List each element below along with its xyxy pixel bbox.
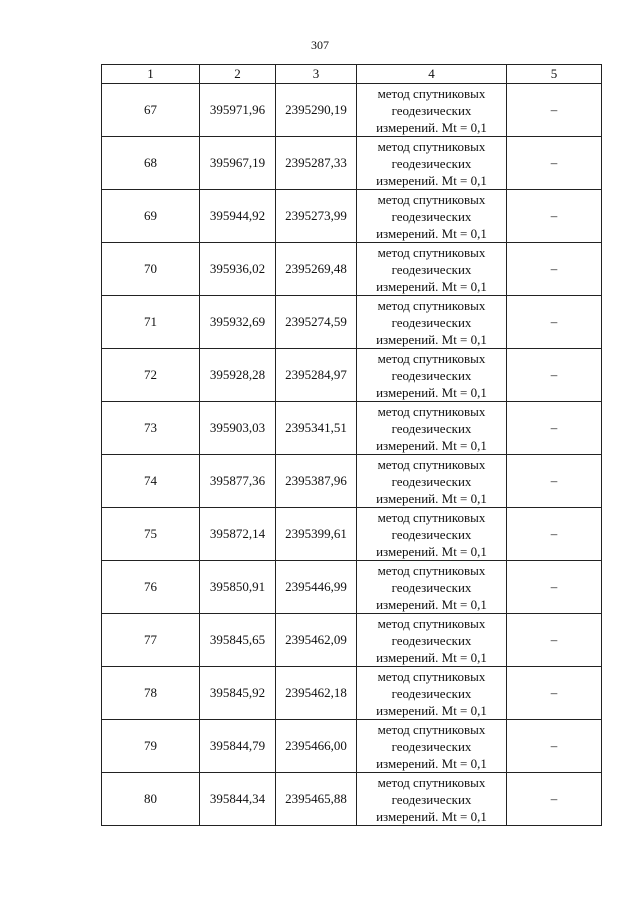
note-dash: –: [507, 508, 602, 561]
coord-x: 395844,79: [200, 720, 276, 773]
page-number: 307: [311, 38, 329, 52]
table-row: [102, 455, 602, 508]
point-number: 72: [102, 349, 200, 402]
method-description: метод спутниковых геодезических измерений. Mt = 0,1: [357, 773, 507, 826]
note-dash: –: [507, 455, 602, 508]
coord-x: 395936,02: [200, 243, 276, 296]
header-col-3: 3: [276, 65, 357, 84]
coord-x: 395967,19: [200, 137, 276, 190]
point-number: 68: [102, 137, 200, 190]
point-number: 74: [102, 455, 200, 508]
coord-y: 2395446,99: [276, 561, 357, 614]
header-col-1: 1: [102, 65, 200, 84]
coord-y: 2395341,51: [276, 402, 357, 455]
note-dash: –: [507, 561, 602, 614]
table-row: [102, 667, 602, 720]
header-col-2: 2: [200, 65, 276, 84]
table-row: [102, 243, 602, 296]
table-row: [102, 561, 602, 614]
point-number: 69: [102, 190, 200, 243]
point-number: 73: [102, 402, 200, 455]
coord-y: 2395290,19: [276, 84, 357, 137]
method-description: метод спутниковых геодезических измерений. Mt = 0,1: [357, 667, 507, 720]
coord-x: 395944,92: [200, 190, 276, 243]
table-body: [102, 84, 602, 826]
method-description: метод спутниковых геодезических измерений. Mt = 0,1: [357, 455, 507, 508]
note-dash: –: [507, 84, 602, 137]
table-row: [102, 190, 602, 243]
point-number: 76: [102, 561, 200, 614]
coord-x: 395844,34: [200, 773, 276, 826]
table-row: [102, 84, 602, 137]
point-number: 75: [102, 508, 200, 561]
note-dash: –: [507, 402, 602, 455]
header-col-5: 5: [507, 65, 602, 84]
coord-y: 2395387,96: [276, 455, 357, 508]
coord-y: 2395466,00: [276, 720, 357, 773]
coordinates-table: [101, 64, 602, 826]
method-description: метод спутниковых геодезических измерений. Mt = 0,1: [357, 137, 507, 190]
coord-y: 2395284,97: [276, 349, 357, 402]
table-row: [102, 349, 602, 402]
coord-y: 2395274,59: [276, 296, 357, 349]
table-row: [102, 137, 602, 190]
table-header-row: [102, 65, 602, 84]
coord-y: 2395462,18: [276, 667, 357, 720]
method-description: метод спутниковых геодезических измерений. Mt = 0,1: [357, 614, 507, 667]
coord-x: 395903,03: [200, 402, 276, 455]
table-row: [102, 296, 602, 349]
coord-y: 2395273,99: [276, 190, 357, 243]
method-description: метод спутниковых геодезических измерений. Mt = 0,1: [357, 508, 507, 561]
note-dash: –: [507, 243, 602, 296]
point-number: 71: [102, 296, 200, 349]
point-number: 80: [102, 773, 200, 826]
note-dash: –: [507, 349, 602, 402]
point-number: 70: [102, 243, 200, 296]
coord-x: 395877,36: [200, 455, 276, 508]
header-col-4: 4: [357, 65, 507, 84]
coord-y: 2395269,48: [276, 243, 357, 296]
table-row: [102, 508, 602, 561]
note-dash: –: [507, 137, 602, 190]
note-dash: –: [507, 720, 602, 773]
method-description: метод спутниковых геодезических измерений. Mt = 0,1: [357, 243, 507, 296]
method-description: метод спутниковых геодезических измерений. Mt = 0,1: [357, 84, 507, 137]
coord-y: 2395462,09: [276, 614, 357, 667]
note-dash: –: [507, 190, 602, 243]
note-dash: –: [507, 773, 602, 826]
method-description: метод спутниковых геодезических измерений. Mt = 0,1: [357, 190, 507, 243]
table-row: [102, 614, 602, 667]
coord-x: 395971,96: [200, 84, 276, 137]
note-dash: –: [507, 296, 602, 349]
point-number: 77: [102, 614, 200, 667]
coord-y: 2395399,61: [276, 508, 357, 561]
table-row: [102, 402, 602, 455]
coord-x: 395850,91: [200, 561, 276, 614]
method-description: метод спутниковых геодезических измерений. Mt = 0,1: [357, 349, 507, 402]
method-description: метод спутниковых геодезических измерений. Mt = 0,1: [357, 402, 507, 455]
method-description: метод спутниковых геодезических измерений. Mt = 0,1: [357, 720, 507, 773]
coord-x: 395845,92: [200, 667, 276, 720]
note-dash: –: [507, 667, 602, 720]
method-description: метод спутниковых геодезических измерений. Mt = 0,1: [357, 561, 507, 614]
coord-y: 2395287,33: [276, 137, 357, 190]
point-number: 67: [102, 84, 200, 137]
coord-x: 395845,65: [200, 614, 276, 667]
method-description: метод спутниковых геодезических измерений. Mt = 0,1: [357, 296, 507, 349]
coord-y: 2395465,88: [276, 773, 357, 826]
coord-x: 395928,28: [200, 349, 276, 402]
note-dash: –: [507, 614, 602, 667]
point-number: 78: [102, 667, 200, 720]
table-row: [102, 720, 602, 773]
point-number: 79: [102, 720, 200, 773]
coord-x: 395932,69: [200, 296, 276, 349]
coord-x: 395872,14: [200, 508, 276, 561]
table-row: [102, 773, 602, 826]
